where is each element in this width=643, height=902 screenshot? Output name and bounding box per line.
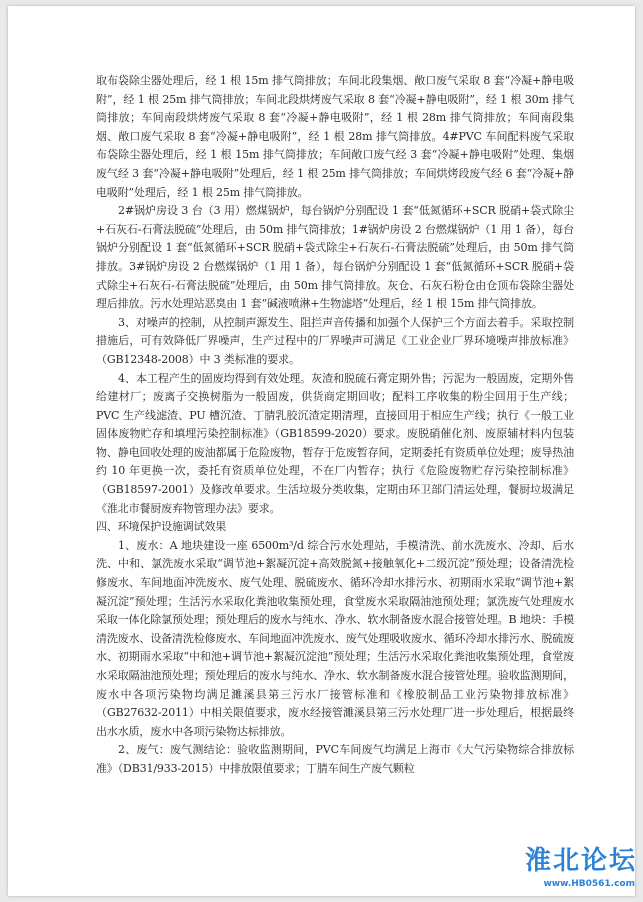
paragraph-solid-waste: 4、本工程产生的固废均得到有效处理。灰渣和脱硫石膏定期外售；污泥为一般固废，定期外售给建材厂；废离子交换树脂为一般固废，供货商定期回收；配料工序收集的粉尘回用于生产线；PVC 生产线滤渣、PU 槽沉渣、丁腈乳胶沉渣定期清理，直接回用于相应生产线；执行《一般工业固体废物贮存和填埋污染控制标准》（GB18599-2020）要求。废脱硝催化剂、废原辅材料内包装物、静电回收处理的废油都属于危险废物，暂存于危废暂存间，定期委托有资质单位处理；废导热油约 10 年更换一次，委托有资质单位处理，不在厂内暂存；执行《危险废物贮存污染控制标准》（GB18597-2001）及修改单要求。生活垃圾分类收集，定期由环卫部门清运处理，餐厨垃圾满足《淮北市餐厨废弃物管理办法》要求。 — [96, 371, 574, 515]
watermark-url: www.HB0561.com — [543, 879, 635, 889]
paragraph-noise-control: 3、对噪声的控制，从控制声源发生、阻拦声音传播和加强个人保护三个方面去着手。采取控制措施后，可有效降低厂界噪声，生产过程中的厂界噪声可满足《工业企业厂界环境噪声排放标准》（GB12348-2008）中 3 类标准的要求。 — [96, 315, 574, 366]
document-body — [96, 72, 574, 779]
paragraph-boiler-room: 2#锅炉房设 3 台（3 用）燃煤锅炉，每台锅炉分别配设 1 套“低氮循环+SCR 脱硝+袋式除尘+石灰石-石膏法脱硫”处理后，由 50m 排气筒排放；1#锅炉房设 2 台燃煤锅炉（1 用 1 备），每台锅炉分别配设 1 套“低氮循环+SCR 脱硝+袋式除尘+石灰石-石膏法脱硫”处理后，由 50m 排气筒排放。3#锅炉房设 2 台燃煤锅炉（1 用 1 备），每台锅炉分别配设 1 套“低氮循环+SCR 脱硝+袋式除尘+石灰石-石膏法脱硫”处理后，由 50m 排气筒排放。灰仓、石灰石粉仓由仓顶布袋除尘器处理后排放。污水处理站恶臭由 1 套“碱液喷淋+生物滤塔”处理后，经 1 根 15m 排气筒排放。 — [96, 204, 574, 311]
watermark-title: 淮北论坛 — [524, 846, 637, 876]
forum-watermark — [524, 844, 637, 896]
paragraph-wastewater: 1、废水：A 地块建设一座 6500m³/d 综合污水处理站，手模清洗、前水洗废水、冷却、后水洗、中和、氯洗废水采取“调节池+絮凝沉淀+高效脱氮+接触氧化+二级沉淀”预处理；设备清洗检修废水、车间地面冲洗废水、废气处理、脱硫废水、循环冷却水排污水、初期雨水采取“调节池+絮凝沉淀”预处理；生活污水采取化粪池收集预处理，食堂废水采取隔油池预处理；氯洗废气处理废水采取一体化除氯预处理；预处理后的废水与纯水、净水、软水制备废水混合接管处理。B 地块：手模清洗废水、设备清洗检修废水、车间地面冲洗废水、废气处理吸收废水、循环冷却水排污水、脱硫废水、初期雨水采取“中和池+调节池+絮凝沉淀池”预处理；生活污水采取化粪池收集预处理，食堂废水采取隔油池预处理；预处理后的废水与纯水、净水、软水制备废水混合接管处理。验收监测期间，废水中各项污染物均满足濉溪县第三污水厂接管标准和《橡胶制品工业污染物排放标准》（GB27632-2011）中相关限值要求，废水经接管濉溪县第三污水处理厂进一步处理后，根据最终出水水质，废水中各项污染物达标排放。 — [96, 538, 574, 738]
paragraph-exhaust-gas: 2、废气：废气测结论：验收监测期间，PVC车间废气均满足上海市《大气污染物综合排放标准》（DB31/933-2015）中排放限值要求；丁腈车间生产废气颗粒 — [96, 743, 574, 775]
section-heading: 四、环境保护设施调试效果 — [96, 520, 227, 534]
document-page — [8, 6, 635, 896]
paragraph-continuation-exhaust: 取布袋除尘器处理后，经 1 根 15m 排气筒排放；车间北段集烟、敞口废气采取 8 套“冷凝+静电吸附”，经 1 根 25m 排气筒排放；车间北段烘烤废气采取 8 套“冷凝+静电吸附”，经 1 根 30m 排气筒排放；车间南段烘烤废气采取 8 套“冷凝+静电吸附”，经 1 根 28m 排气筒排放；车间南段集烟、敞口废气采取 8 套“冷凝+静电吸附”，经 1 根 28m 排气筒排放。4#PVC 车间配料废气采取布袋除尘器处理后，经 1 根 15m 排气筒排放；车间敞口废气经 3 套“冷凝+静电吸附”处理、集烟废气经 3 套“冷凝+静电吸附”处理后，经 1 根 25m 排气筒排放；车间烘烤段废气经 6 套“冷凝+静电吸附”处理后，经 1 根 25m 排气筒排放。 — [96, 74, 574, 199]
